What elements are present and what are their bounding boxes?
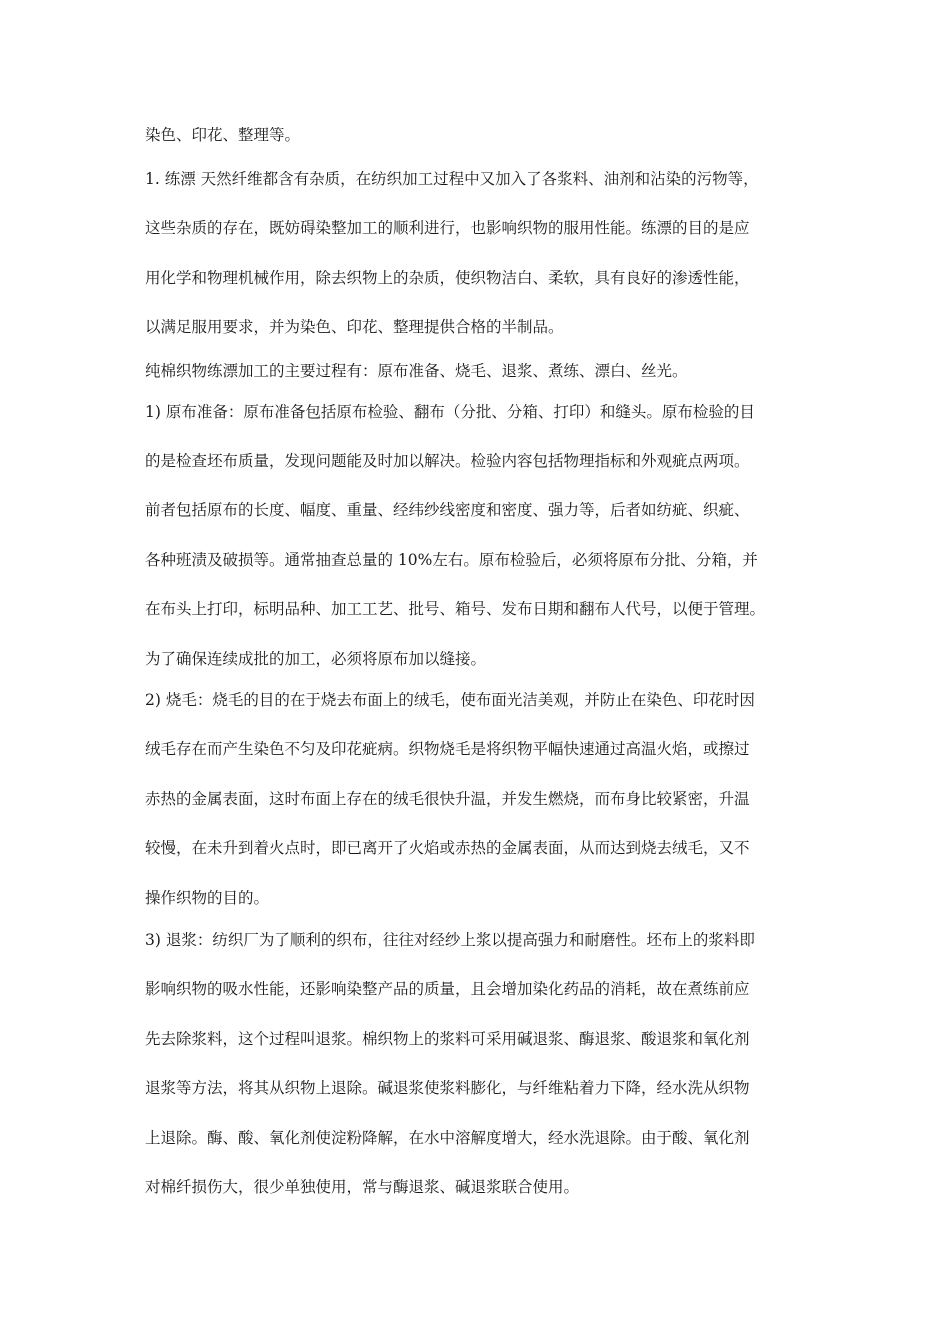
text-line: 前者包括原布的长度、幅度、重量、经纬纱线密度和密度、强力等，后者如纺疵、织疵、: [145, 501, 750, 519]
text-line: 先去除浆料，这个过程叫退浆。棉织物上的浆料可采用碱退浆、酶退浆、酸退浆和氧化剂: [145, 1030, 750, 1048]
text-line: 在布头上打印，标明品种、加工工艺、批号、箱号、发布日期和翻布人代号，以便于管理。: [145, 600, 766, 618]
text-line: 对棉纤损伤大，很少单独使用，常与酶退浆、碱退浆联合使用。: [145, 1178, 580, 1196]
text-line: 赤热的金属表面，这时布面上存在的绒毛很快升温，并发生燃烧，而布身比较紧密，升温: [145, 790, 750, 808]
text-line: 纯棉织物练漂加工的主要过程有：原布准备、烧毛、退浆、煮练、漂白、丝光。: [145, 362, 688, 380]
text-line: 2) 烧毛：烧毛的目的在于烧去布面上的绒毛，使布面光洁美观，并防止在染色、印花时因: [145, 691, 755, 709]
text-line: 各种班渍及破损等。通常抽查总量的 10%左右。原布检验后，必须将原布分批、分箱，并: [145, 551, 758, 569]
text-line: 染色、印花、整理等。: [145, 126, 301, 144]
text-line: 影响织物的吸水性能，还影响染整产品的质量，且会增加染化药品的消耗，故在煮练前应: [145, 980, 750, 998]
text-line: 较慢，在未升到着火点时，即已离开了火焰或赤热的金属表面，从而达到烧去绒毛，又不: [145, 839, 750, 857]
text-line: 的是检查坯布质量，发现问题能及时加以解决。检验内容包括物理指标和外观疵点两项。: [145, 452, 750, 470]
text-line: 绒毛存在而产生染色不匀及印花疵病。织物烧毛是将织物平幅快速通过高温火焰，或擦过: [145, 740, 750, 758]
text-line: 操作织物的目的。: [145, 889, 270, 907]
text-line: 这些杂质的存在，既妨碍染整加工的顺利进行，也影响织物的服用性能。练漂的目的是应: [145, 219, 750, 237]
text-line: 1) 原布准备：原布准备包括原布检验、翻布（分批、分箱、打印）和缝头。原布检验的目: [145, 403, 755, 421]
text-line: 退浆等方法，将其从织物上退除。碱退浆使浆料膨化，与纤维粘着力下降，经水洗从织物: [145, 1079, 750, 1097]
text-line: 1. 练漂 天然纤维都含有杂质，在纺织加工过程中又加入了各浆料、油剂和沾染的污物等，: [145, 170, 759, 188]
text-line: 以满足服用要求，并为染色、印花、整理提供合格的半制品。: [145, 318, 564, 336]
text-line: 上退除。酶、酸、氧化剂使淀粉降解，在水中溶解度增大，经水洗退除。由于酸、氧化剂: [145, 1129, 750, 1147]
text-line: 用化学和物理机械作用，除去织物上的杂质，使织物洁白、柔软，具有良好的渗透性能，: [145, 269, 750, 287]
text-line: 3) 退浆：纺织厂为了顺利的织布，往往对经纱上浆以提高强力和耐磨性。坯布上的浆料即: [145, 931, 755, 949]
text-line: 为了确保连续成批的加工，必须将原布加以缝接。: [145, 650, 487, 668]
